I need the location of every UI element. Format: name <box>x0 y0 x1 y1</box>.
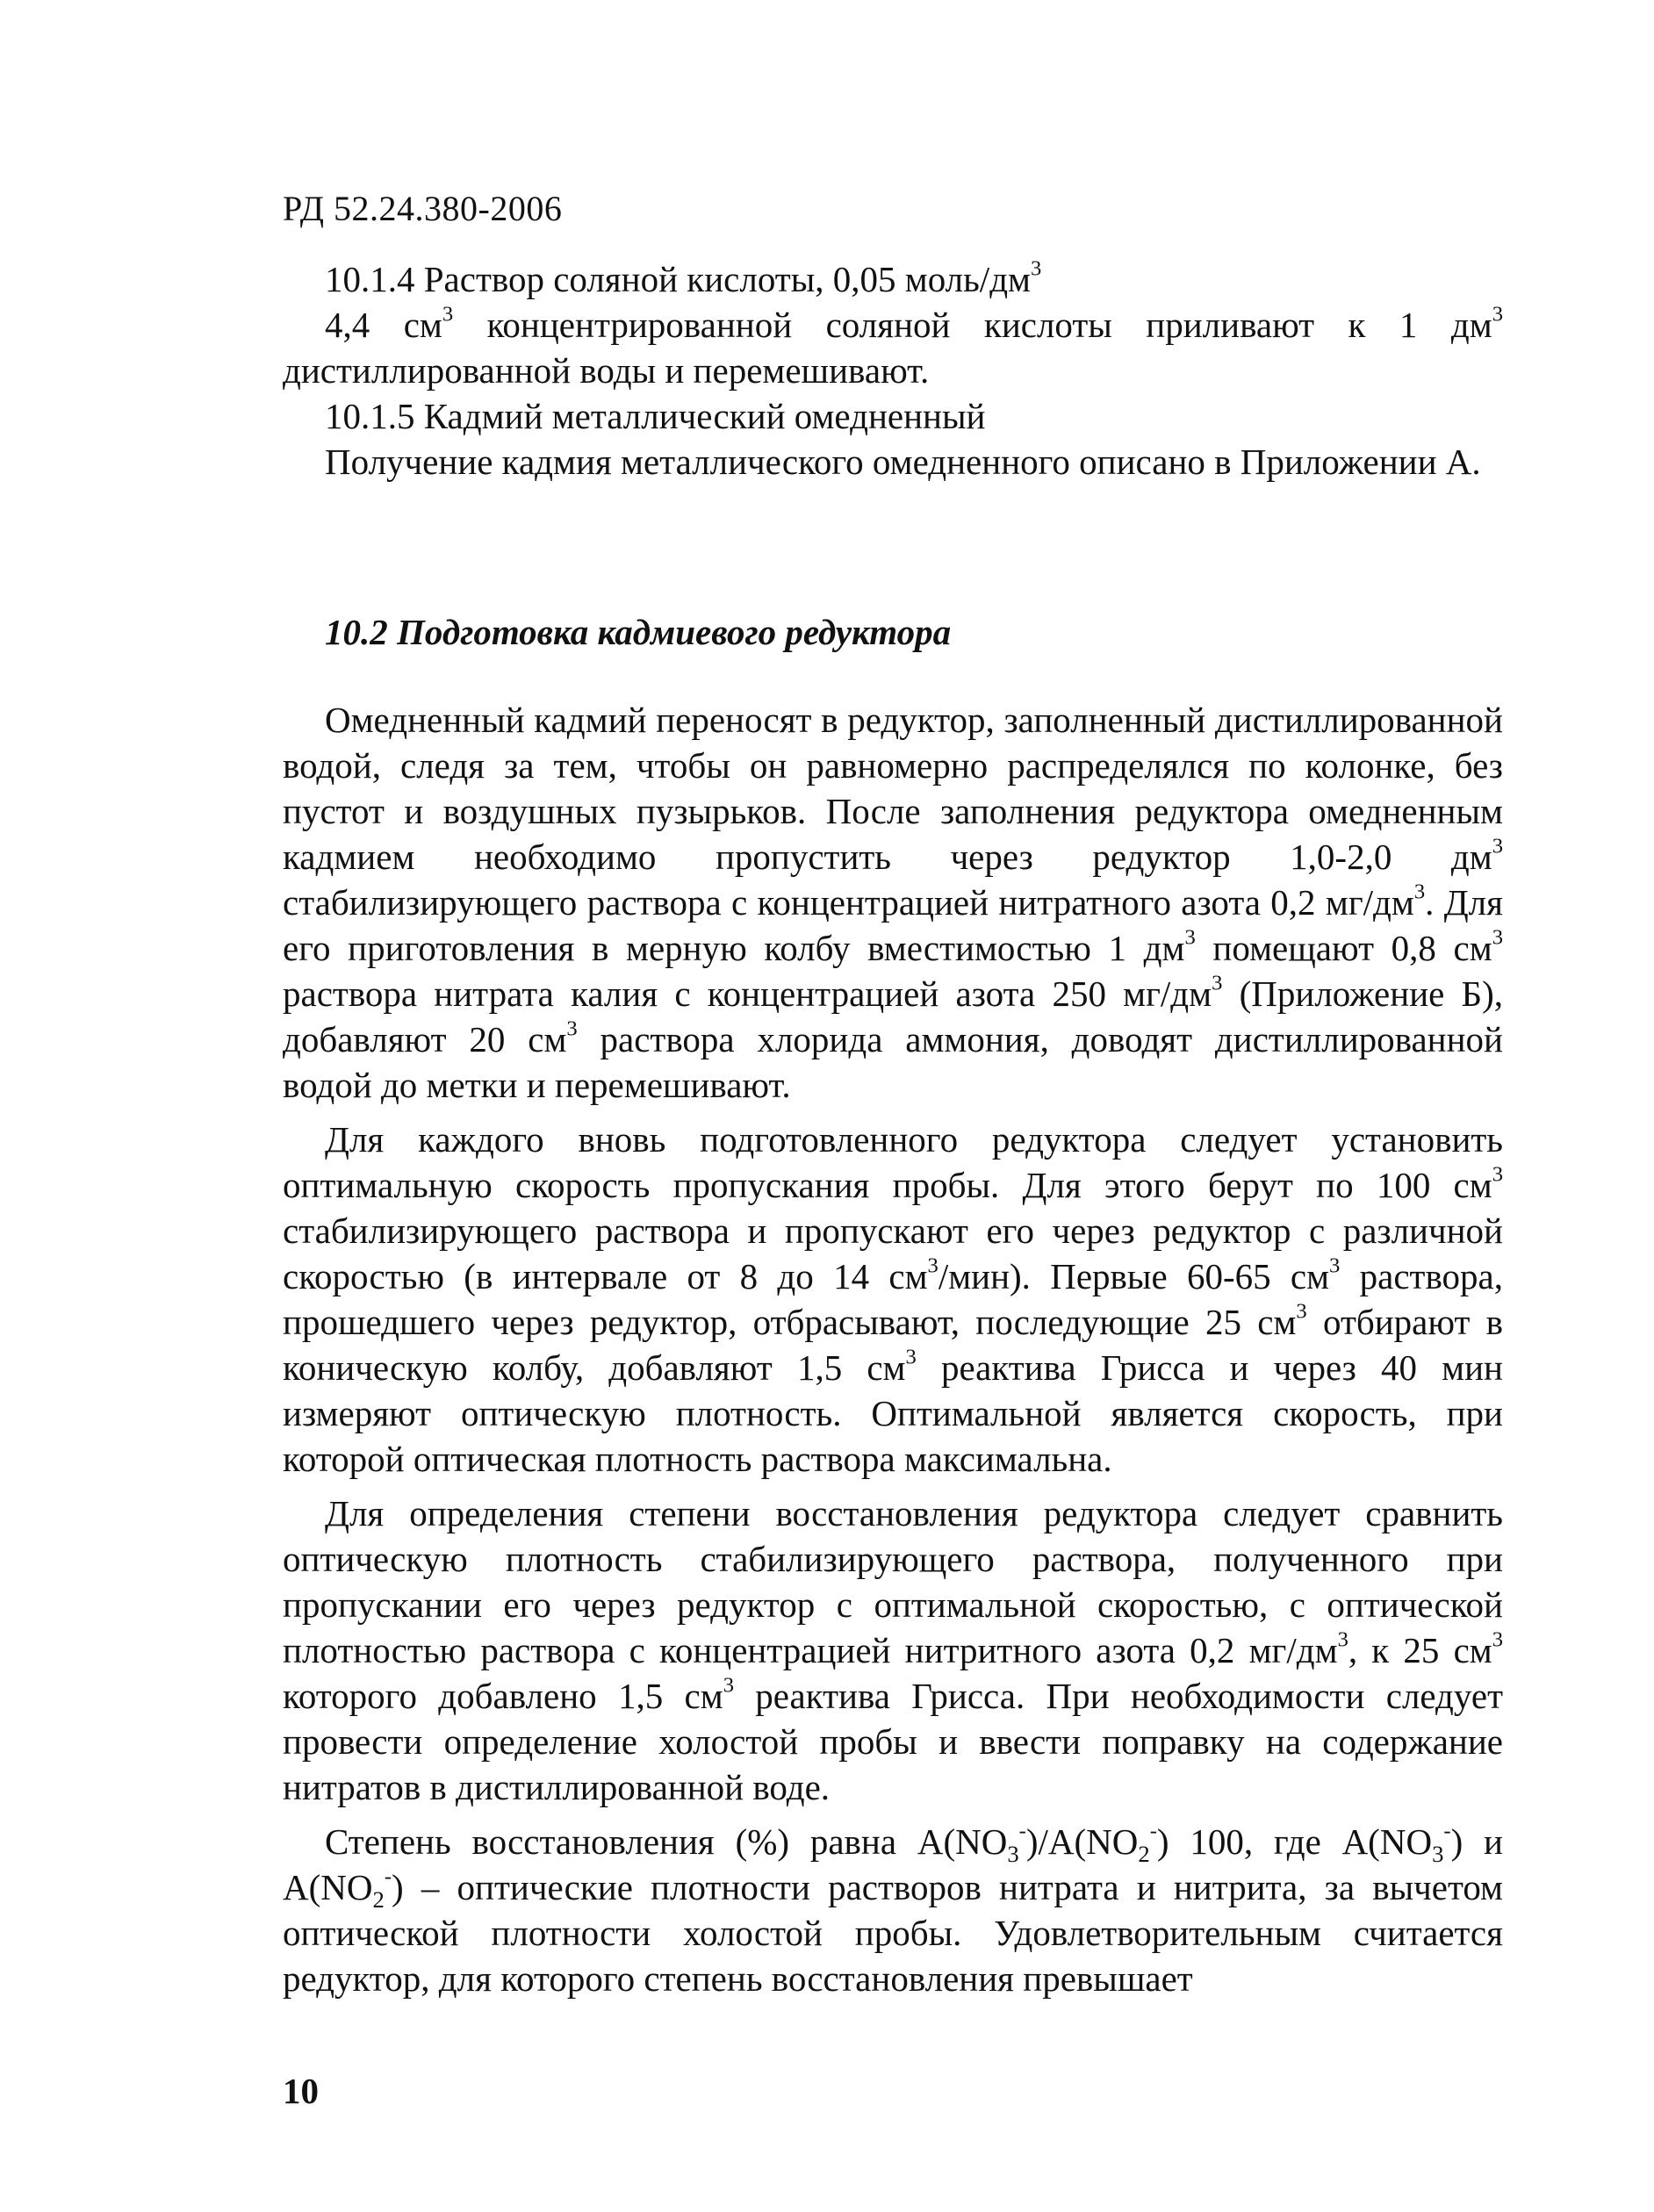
paragraph-reductor-filling: Омедненный кадмий переносят в редуктор, заполненный дистиллированной водой, следя за тем, чтобы он равномерно распределялся по колонке, без пустот и воздушных пузырьков. После заполнения редуктора омедненным кадмием необходимо пропустить через редуктор 1,0-2,0 $дм^3$ стабилизирующего раствора с концентрацией нитратного азота 0,2 $мг/дм^3$. Для его приготовления в мерную колбу вместимостью 1 $дм^3$ помещают 0,8 $см^3$ раствора нитрата калия с концентрацией азота 250 $мг/дм^3$ (Приложение Б), добавляют 20 $см^3$ раствора хлорида аммония, доводят дистиллированной водой до метки и перемешивают. <box>283 700 1503 1105</box>
document-code-header: РД 52.24.380-2006 <box>283 189 563 228</box>
section-10-1-5-body: Получение кадмия металлического омедненного описано в Приложении А. <box>325 442 1481 482</box>
section-10-1-4-title: 10.1.4 Раствор соляной кислоты, 0,05 моль/$дм^3$ <box>325 256 1042 299</box>
paragraph-reduction-formula: Степень восстановления (%) равна $A(NO_3^-)/A(NO_2^-)$ 100, где $A(NO_3^-)$ и $A(NO_2^-)$ – оптические плотности растворов нитрата и нитрита, за вычетом оптической плотности холостой пробы. Удовлетворительным считается редуктор, для которого степень восстановления превышает <box>283 1819 1503 1999</box>
paragraph-reduction-degree: Для определения степени восстановления редуктора следует сравнить оптическую плотность стабилизирующего раствора, полученного при пропускании его через редуктор с оптимальной скоростью, с оптической плотностью раствора с концентрацией нитритного азота 0,2 $мг/дм^3$, к 25 $см^3$ которого добавлено 1,5 $см^3$ реактива Грисса. При необходимости следует провести определение холостой пробы и ввести поправку на содержание нитратов в дистиллированной воде. <box>283 1493 1504 1807</box>
paragraph-optimal-speed: Для каждого вновь подготовленного редуктора следует установить оптимальную скорость пропускания пробы. Для этого берут по 100 $см^3$ стабилизирующего раствора и пропускают его через редуктор с различной скоростью (в интервале от 8 до 14 $см^3/мин$). Первые 60-65 $см^3$ раствора, прошедшего через редуктор, отбрасывают, последующие 25 $см^3$ отбирают в коническую колбу, добавляют 1,5 $см^3$ реактива Грисса и через 40 мин измеряют оптическую плотность. Оптимальной является скорость, при которой оптическая плотность раствора максимальна. <box>283 1119 1503 1479</box>
section-10-1-4-body: 4,4 $см^3$ концентрированной соляной кислоты приливают к 1 $дм^3$ дистиллированной воды и перемешивают. <box>283 302 1503 391</box>
section-10-2-body <box>283 697 1503 2001</box>
section-10-1-5-title: 10.1.5 Кадмий металлический омедненный <box>325 396 986 436</box>
page-number: 10 <box>283 2071 319 2111</box>
section-10-1-block <box>283 256 1503 485</box>
section-10-2-heading: 10.2 Подготовка кадмиевого редуктора <box>325 612 952 652</box>
